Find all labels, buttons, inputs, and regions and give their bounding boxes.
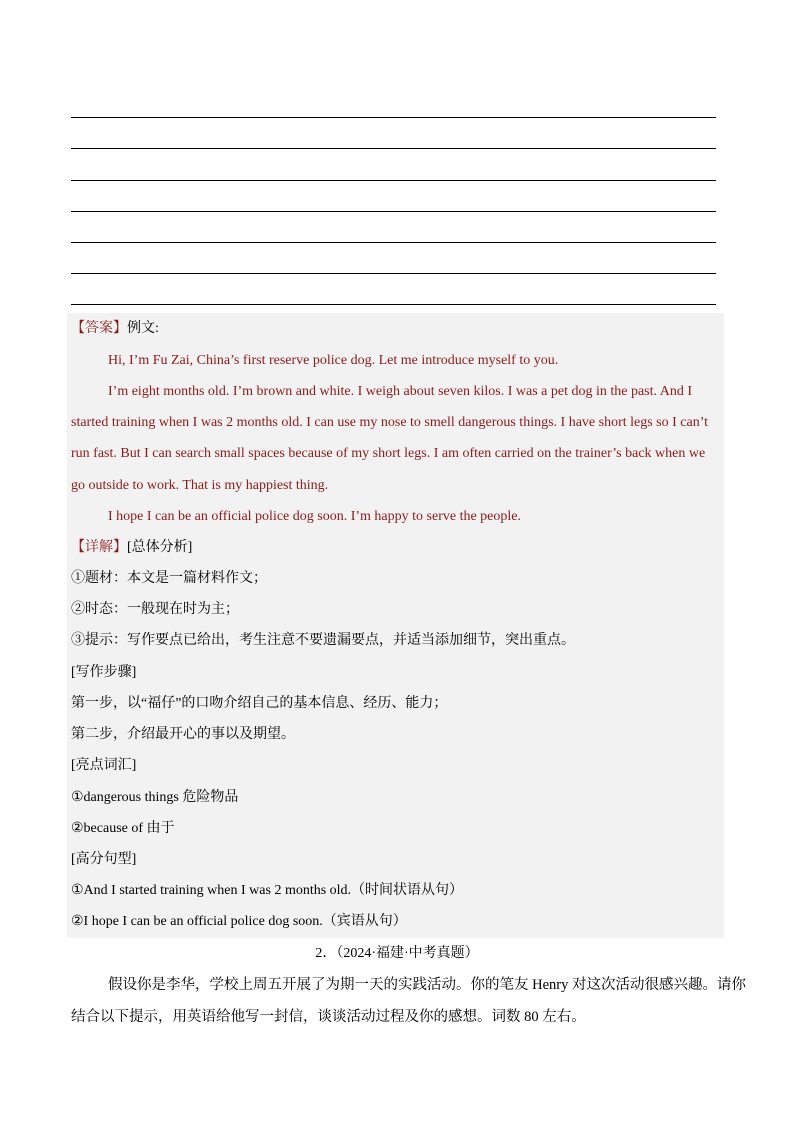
answer-tag: 【答案】 <box>71 321 127 336</box>
writing-line <box>71 117 716 118</box>
vocab-item: ①dangerous things 危险物品 <box>71 790 239 805</box>
answer-intro: 例文: <box>127 321 159 336</box>
step-item: 第一步，以“福仔”的口吻介绍自己的基本信息、经历、能力； <box>71 696 448 711</box>
answer-shaded-block <box>67 313 724 938</box>
essay-line: I’m eight months old. I’m brown and white. I weigh about seven kilos. I was a pet dog in the past. And I <box>108 384 693 399</box>
detail-header <box>71 539 192 557</box>
question-title: 2．（2024·福建·中考真题） <box>315 946 479 961</box>
essay-line: run fast. But I can search small spaces because of my short legs. I am often carried on the trainer’s back when we <box>71 446 706 461</box>
writing-line <box>71 211 716 212</box>
analysis-point: ①题材：本文是一篇材料作文； <box>71 571 267 586</box>
question-body-line: 结合以下提示，用英语给他写一封信，谈谈活动过程及你的感想。词数 80 左右。 <box>71 1009 586 1025</box>
essay-line: I hope I can be an official police dog soon. I’m happy to serve the people. <box>108 509 521 524</box>
sentence-item: ②I hope I can be an official police dog soon.（宾语从句） <box>71 914 407 929</box>
sentence-heading: [高分句型] <box>71 852 137 867</box>
detail-tag: 【详解】 <box>71 540 127 555</box>
analysis-point: ②时态：一般现在时为主； <box>71 602 239 617</box>
sentence-item: ①And I started training when I was 2 months old.（时间状语从句） <box>71 883 464 898</box>
essay-line: started training when I was 2 months old. I can use my nose to smell dangerous things. I have short legs so I can’t <box>71 415 709 430</box>
writing-line <box>71 242 716 243</box>
writing-line <box>71 273 716 274</box>
steps-heading: [写作步骤] <box>71 665 137 680</box>
writing-line <box>71 180 716 181</box>
step-item: 第二步，介绍最开心的事以及期望。 <box>71 727 295 742</box>
detail-heading: [总体分析] <box>127 540 193 555</box>
essay-line: go outside to work. That is my happiest thing. <box>71 478 329 493</box>
analysis-point: ③提示：写作要点已给出，考生注意不要遗漏要点，并适当添加细节，突出重点。 <box>71 633 575 648</box>
essay-line: Hi, I’m Fu Zai, China’s first reserve police dog. Let me introduce myself to you. <box>108 353 559 368</box>
answer-header <box>71 320 159 338</box>
writing-line <box>71 304 716 305</box>
vocab-item: ②because of 由于 <box>71 821 175 836</box>
writing-line <box>71 148 716 149</box>
vocab-heading: [亮点词汇] <box>71 758 137 773</box>
question-body-line: 假设你是李华，学校上周五开展了为期一天的实践活动。你的笔友 Henry 对这次活动很感兴趣。请你 <box>108 977 746 993</box>
